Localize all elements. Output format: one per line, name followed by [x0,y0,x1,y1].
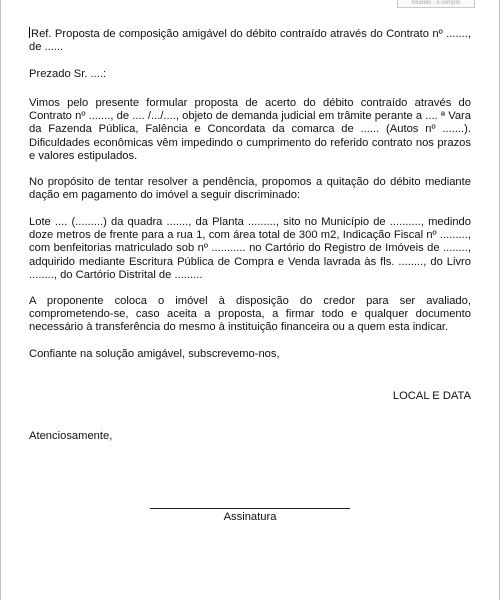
reference-line [29,27,471,54]
paragraph-offer-terms: A proponente coloca o imóvel à disposição do credor para ser avaliado, comprometendo-se, caso aceita a proposta, a firmar todo e qualquer documento necessário à transferência do mesmo à instituição financeira ou a quem esta indicar. [29,295,471,334]
paragraph-property-description: Lote .... (.........) da quadra ......., da Planta ........., sito no Município de .........., medindo doze metros de frente para a rua 1, com área total de 300 m2, Indicação Fiscal nº ........., com benfeitorias matriculado sob nº ........... no Cartório do Registro de Imóveis de ........, adquirido mediante Escritura Pública de Compra e Venda lavrada às fls. ........, do Livro ........, do Cartório Distrital de ......... [29,216,471,281]
reference-text: Ref. Proposta de composição amigável do débito contraído através do Contrato nº ......., de ...... [29,28,471,54]
greeting: Prezado Sr. ....: [29,68,107,80]
paragraph-proposal: No propósito de tentar resolver a pendência, propomos a quitação do débito mediante dação em pagamento do imóvel a seguir discriminado: [29,176,471,202]
signature-line [150,508,350,509]
header-tab: Modelo - Exemplo [397,0,475,8]
local-and-date: LOCAL E DATA [392,390,471,402]
paragraph-debt-agreement: Vimos pelo presente formular proposta de acerto do débito contraído através do Contrato nº ......., de .... /.../...., objeto de demanda judicial em trâmite perante a .... ª Vara da Fazenda Pública, Falência e Concordata da comarca de ...... (Autos nº .......). Dificuldades econômicas vêm impedindo o cumprimento do referido contrato nos prazos e valores estipulados. [29,97,471,162]
signature-label: Assinatura [223,511,277,523]
text-cursor [29,27,30,38]
regards: Atenciosamente, [29,430,113,442]
closing-line: Confiante na solução amigável, subscrevemo-nos, [29,348,280,360]
